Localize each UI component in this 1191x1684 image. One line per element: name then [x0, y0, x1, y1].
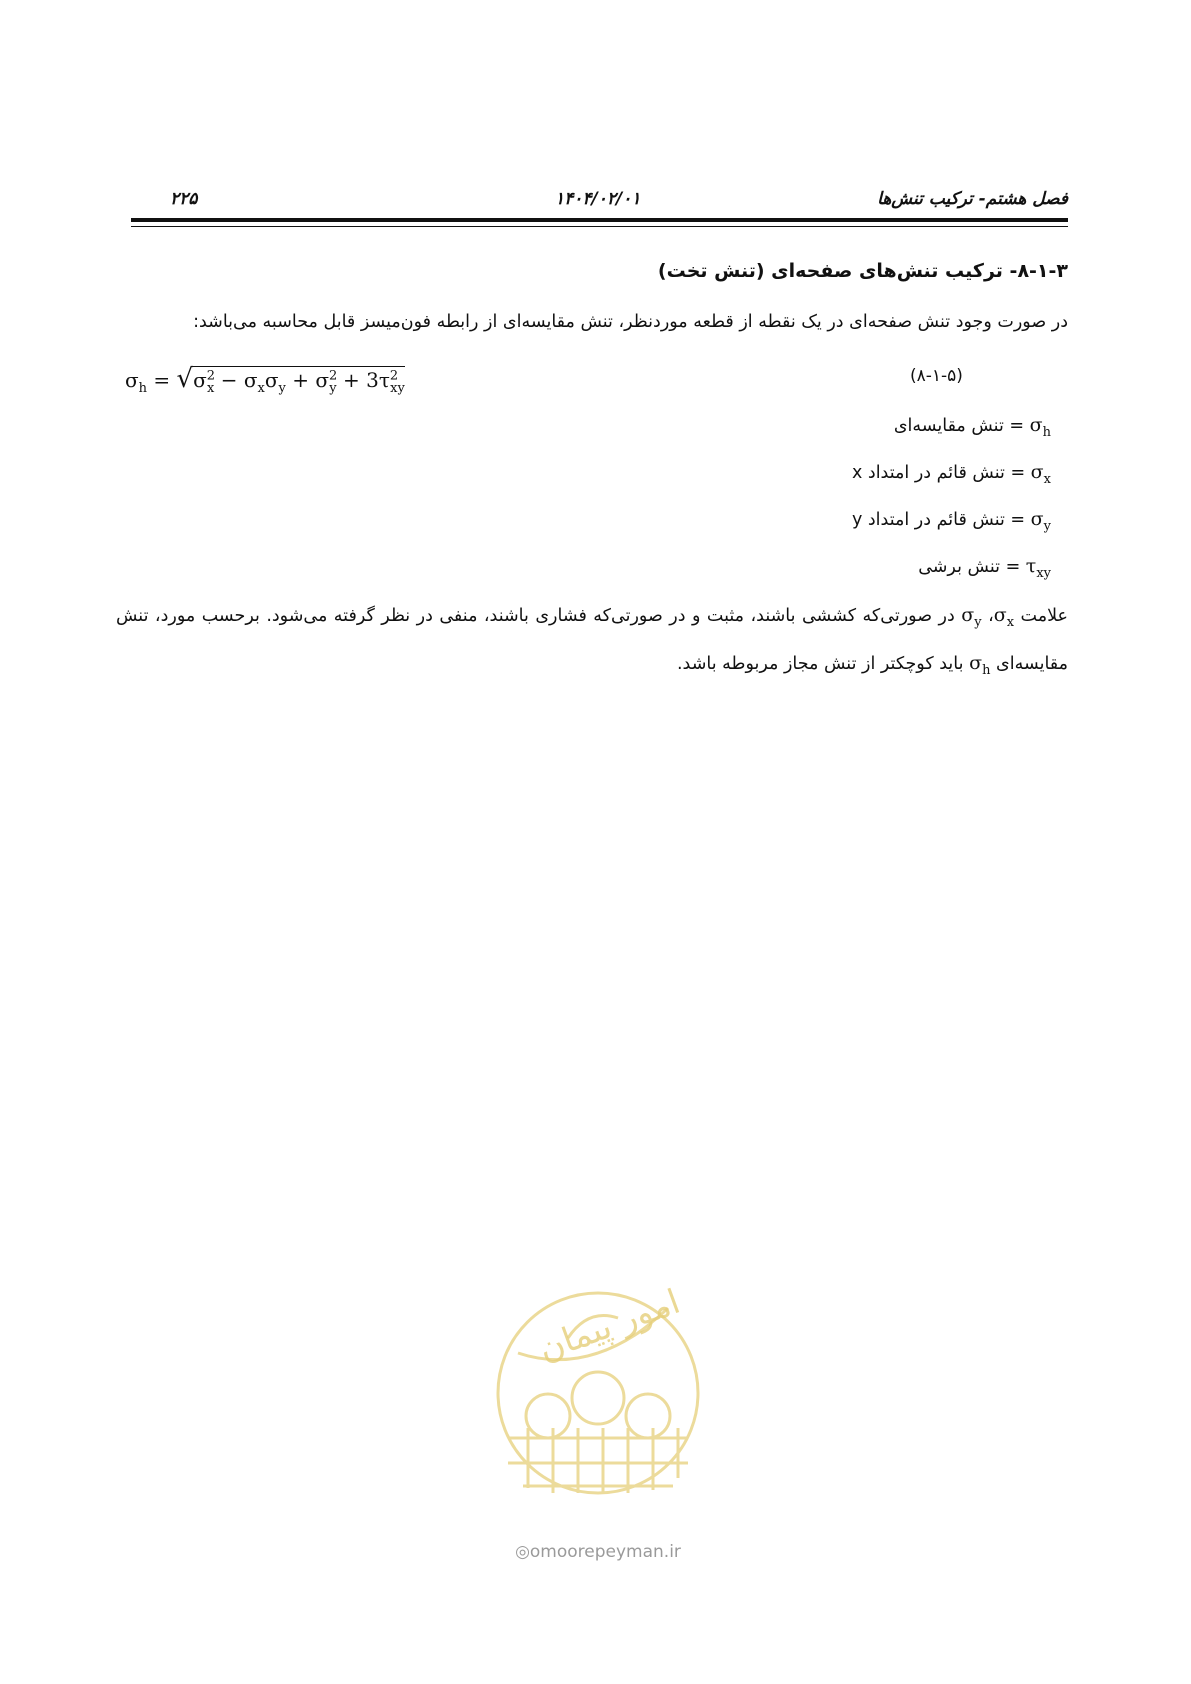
intro-paragraph: در صورت وجود تنش صفحه‌ای در یک نقطه از قطعه موردنظر، تنش مقایسه‌ای از رابطه فون‌میسز قابل محاسبه می‌باشد: — [193, 312, 1068, 332]
sign-convention-paragraph: علامت $\sigma_x،$ $\sigma_y$ در صورتی‌که کششی باشند، مثبت و در صورتی‌که فشاری باشند، منفی در نظر گرفته می‌شود. برحسب مورد، تنش مقایسه‌ای $\sigma_h$ باید کوچکتر از تنش مجاز مربوطه باشد. — [116, 604, 1068, 678]
globe-icon: ◎ — [515, 1542, 530, 1562]
definition-sigma-h: $\sigma_h$ = تنش مقایسه‌ای — [893, 414, 1051, 440]
chapter-title: فصل هشتم- ترکیب تنش‌ها — [877, 189, 1068, 209]
von-mises-formula: $\sigma_h = √\sigma^2_x - \sigma_x\sigma_y + \sigma^2_y + 3\tau^2_{xy}$ — [125, 364, 405, 396]
definition-sigma-x: $\sigma_x$ = تنش قائم در امتداد x — [851, 461, 1051, 487]
section-heading: ۸-۱-۳- ترکیب تنش‌های صفحه‌ای (تنش تخت) — [657, 260, 1068, 282]
header-rule-thin — [131, 226, 1068, 227]
logo-text: امور پیمان — [533, 1281, 686, 1370]
page-number: ۲۲۵ — [170, 189, 198, 209]
website-label: ◎omoorepeyman.ir — [515, 1542, 681, 1562]
definition-tau-xy: $\tau_{xy}$ = تنش برشی — [918, 555, 1051, 581]
header-rule-thick — [131, 218, 1068, 222]
watermark-logo — [488, 1278, 708, 1518]
definition-sigma-y: $\sigma_y$ = تنش قائم در امتداد y — [851, 508, 1051, 534]
equation-number: (۸-۱-۵) — [910, 366, 963, 386]
page-date: ۱۴۰۴/۰۲/۰۱ — [555, 189, 641, 209]
